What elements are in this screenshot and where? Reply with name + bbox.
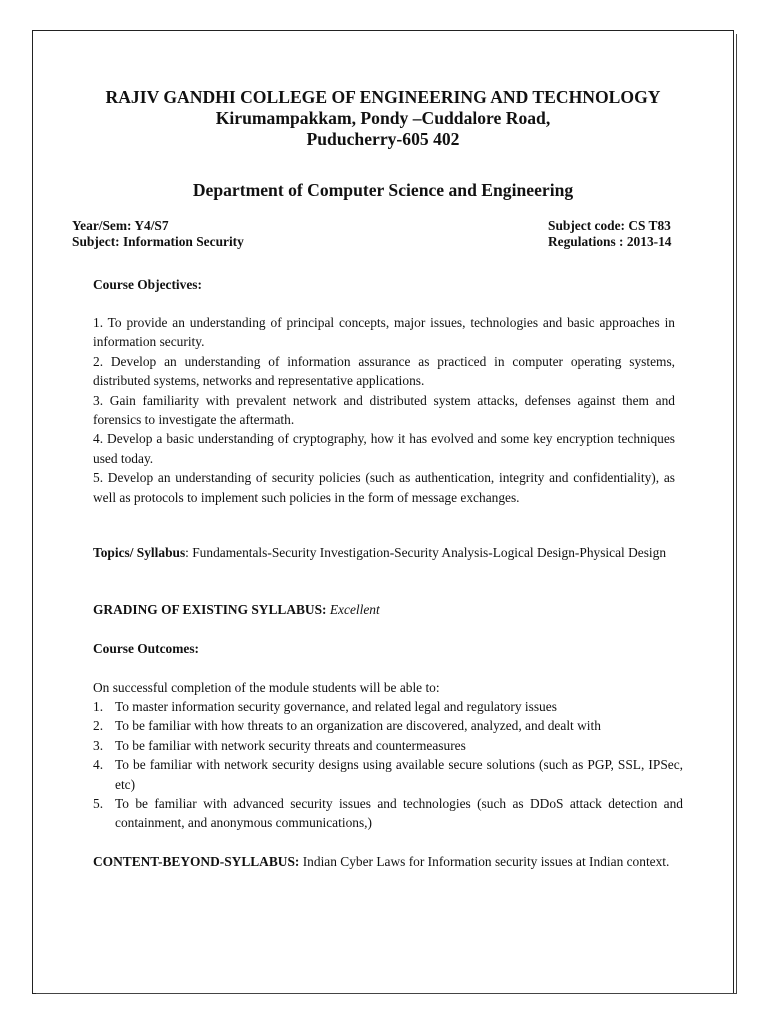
grading-value: Excellent: [329, 602, 380, 617]
year-sem: Year/Sem: Y4/S7: [72, 218, 169, 233]
objectives-list: [93, 313, 675, 507]
outcome-item: 1. To master information security governance, and related legal and regulatory issues: [93, 699, 557, 714]
topics-syllabus: [93, 543, 675, 562]
page-border: [32, 30, 734, 994]
page-border-shadow-right: [736, 34, 737, 994]
subject: Subject: Information Security: [72, 234, 244, 249]
topics-label: Topics/ Syllabus: [93, 545, 186, 560]
objective-item: 2. Develop an understanding of information assurance as practiced in computer operating systems, distributed systems, networks and representative applications.: [93, 353, 675, 389]
outcomes-list: [93, 697, 683, 833]
objective-item: 3. Gain familiarity with prevalent network and distributed system attacks, defenses against them and forensics to investigate the aftermath.: [93, 392, 675, 428]
regulations: Regulations : 2013-14: [548, 234, 672, 249]
outcome-item: 5. To be familiar with advanced security issues and technologies (such as DDoS attack detection and containment, and anonymous communications,): [93, 796, 683, 831]
outcome-item: 2. To be familiar with how threats to an organization are discovered, analyzed, and dealt with: [93, 718, 601, 734]
content-beyond-label: CONTENT-BEYOND-SYLLABUS:: [93, 854, 300, 869]
objectives-heading: Course Objectives:: [93, 277, 202, 292]
outcomes-heading: Course Outcomes:: [93, 641, 199, 656]
outcome-item: 4. To be familiar with network security designs using available secure solutions (such as PGP, SSL, IPSec, etc): [93, 757, 683, 792]
objective-item: 4. Develop a basic understanding of cryptography, how it has evolved and some key encryption techniques used today.: [93, 431, 675, 466]
college-address-line2: Puducherry-605 402: [306, 129, 460, 149]
objective-item: 5. Develop an understanding of security policies (such as authentication, integrity and confidentiality), as well as protocols to implement such policies in the form of message exchanges.: [93, 470, 675, 505]
college-address-line1: Kirumampakkam, Pondy –Cuddalore Road,: [215, 108, 551, 128]
topics-text: : Fundamentals-Security Investigation-Security Analysis-Logical Design-Physical Design: [185, 545, 667, 560]
outcomes-intro: On successful completion of the module students will be able to:: [93, 680, 440, 695]
college-name: RAJIV GANDHI COLLEGE OF ENGINEERING AND TECHNOLOGY: [105, 87, 661, 107]
objective-item: 1. To provide an understanding of principal concepts, major issues, technologies and basic approaches in information security.: [93, 315, 675, 350]
grading-label: GRADING OF EXISTING SYLLABUS:: [93, 602, 327, 617]
outcome-item: 3. To be familiar with network security threats and countermeasures: [93, 737, 466, 753]
grading: [93, 600, 675, 619]
department-title: Department of Computer Science and Engineering: [192, 180, 574, 200]
page-border-shadow-bottom: [36, 993, 737, 994]
content-beyond-text: Indian Cyber Laws for Information security issues at Indian context.: [302, 854, 670, 869]
subject-code: Subject code: CS T83: [548, 218, 671, 233]
content-beyond-syllabus: [93, 852, 675, 871]
